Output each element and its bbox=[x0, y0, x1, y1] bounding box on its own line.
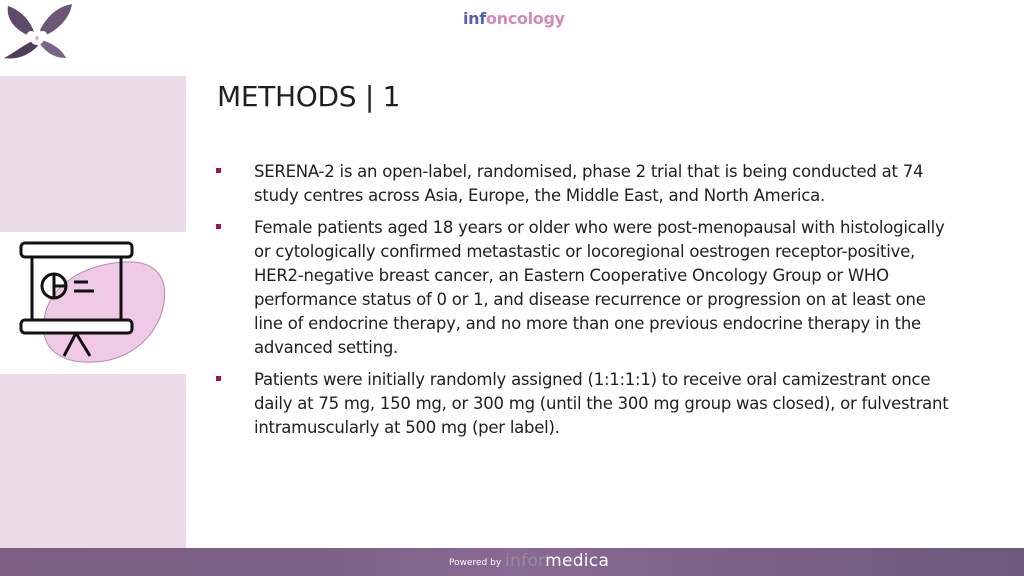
list-item-text: Patients were initially randomly assigned (1:1:1:1) to receive oral camizestrant once daily at 75 mg, 150 mg, or 300 mg (until the 300 mg group was closed), or fulvestrant intramuscularly at 500 mg (per label). bbox=[254, 370, 949, 437]
brand-logo bbox=[463, 9, 565, 28]
presentation-board-icon bbox=[14, 236, 184, 366]
brand-logo-part2: oncology bbox=[485, 9, 565, 28]
list-item-text: SERENA-2 is an open-label, randomised, phase 2 trial that is being conducted at 74 study centres across Asia, Europe, the Middle East, and North America. bbox=[254, 162, 924, 205]
list-item bbox=[216, 368, 956, 440]
bullet-square-icon bbox=[216, 168, 221, 173]
page-title: METHODS | 1 bbox=[217, 80, 401, 113]
footer-logo-main: medica bbox=[545, 551, 610, 571]
bullet-square-icon bbox=[216, 376, 221, 381]
bullet-list bbox=[216, 160, 956, 448]
brand-logo-part1: inf bbox=[463, 9, 486, 28]
footer-bar bbox=[0, 548, 1024, 576]
powered-by-label: Powered by bbox=[449, 558, 502, 568]
list-item bbox=[216, 160, 956, 208]
footer-logo bbox=[505, 551, 609, 571]
side-panel-top bbox=[0, 76, 186, 232]
side-panel-bottom bbox=[0, 374, 186, 548]
list-item bbox=[216, 216, 956, 360]
footer-logo-faint: infor bbox=[505, 551, 546, 571]
flower-logo-icon bbox=[0, 0, 80, 62]
bullet-square-icon bbox=[216, 224, 221, 229]
list-item-text: Female patients aged 18 years or older who were post-menopausal with histologically or cytologically confirmed metastastic or locoregional oestrogen receptor-positive, HER2-negative breast cancer, an Eastern Cooperative Oncology Group or WHO performance status of 0 or 1, and disease recurrence or progression on at least one line of endocrine therapy, and no more than one previous endocrine therapy in the advanced setting. bbox=[254, 218, 945, 357]
